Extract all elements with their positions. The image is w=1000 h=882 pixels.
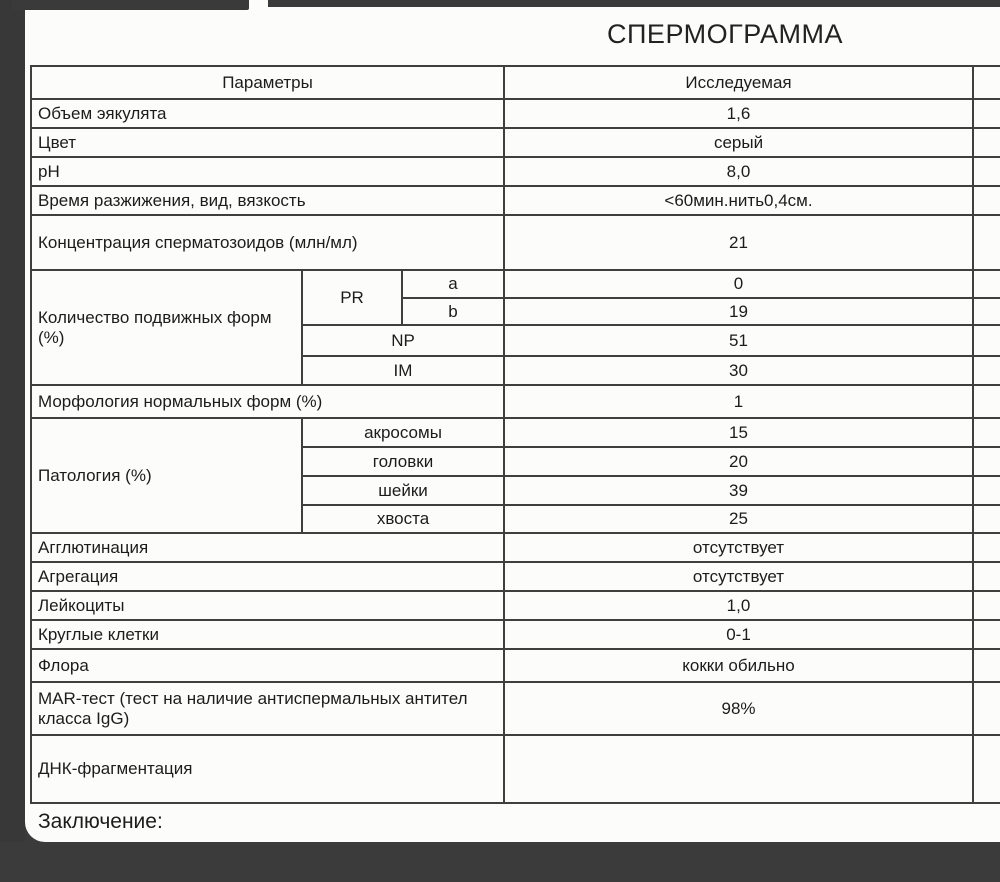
conclusion-label: Заключение:: [38, 810, 163, 833]
row-label-aggregation: Агрегация: [31, 562, 504, 591]
table-row: [31, 186, 1000, 215]
row-value-dna-fragmentation: [504, 735, 973, 803]
left-app-background: [0, 0, 25, 882]
row-label-color: Цвет: [31, 128, 504, 157]
pathology-head-label: головки: [302, 447, 504, 476]
top-redaction-bar-left: [12, 0, 249, 10]
motility-group-label: Количество подвижных форм (%): [31, 270, 302, 385]
row-value-round-cells: 0-1: [504, 620, 973, 649]
row-value-agglutination: отсутствует: [504, 533, 973, 562]
table-row: [31, 418, 1000, 447]
row-value-color: серый: [504, 128, 973, 157]
table-row: [31, 533, 1000, 562]
pathology-group-label: Патология (%): [31, 418, 302, 533]
top-redaction-bar-right: [268, 0, 1000, 7]
table-row: [31, 682, 1000, 735]
motility-np-value: 51: [504, 325, 973, 356]
motility-im-value: 30: [504, 356, 973, 385]
row-label-volume: Объем эякулята: [31, 99, 504, 128]
table-row: [31, 562, 1000, 591]
page-title: СПЕРМОГРАММА: [607, 19, 843, 49]
motility-b-label: b: [402, 298, 504, 325]
row-value-liquefaction: <60мин.нить0,4см.: [504, 186, 973, 215]
document-page: [25, 0, 1000, 842]
row-label-agglutination: Агглютинация: [31, 533, 504, 562]
table-header-row: [31, 66, 1000, 99]
row-value-morphology: 1: [504, 385, 973, 418]
row-label-mar-test: MAR-тест (тест на наличие антиспермальных антител класса IgG): [31, 682, 504, 735]
table-row: [31, 99, 1000, 128]
pathology-acrosome-label: акросомы: [302, 418, 504, 447]
table-row: [31, 649, 1000, 682]
row-value-aggregation: отсутствует: [504, 562, 973, 591]
pathology-neck-label: шейки: [302, 476, 504, 505]
table-row: [31, 735, 1000, 803]
table-row: [31, 385, 1000, 418]
motility-im-label: IM: [302, 356, 504, 385]
pathology-tail-label: хвоста: [302, 505, 504, 533]
pathology-neck-value: 39: [504, 476, 973, 505]
pathology-head-value: 20: [504, 447, 973, 476]
table-row: [31, 620, 1000, 649]
row-label-dna-fragmentation: ДНК-фрагментация: [31, 735, 504, 803]
report-table: [30, 65, 1000, 804]
row-value-flora: кокки обильно: [504, 649, 973, 682]
header-extra: [973, 66, 1000, 99]
row-label-round-cells: Круглые клетки: [31, 620, 504, 649]
table-row: [31, 157, 1000, 186]
header-studied: Исследуемая: [504, 66, 973, 99]
table-row: [31, 591, 1000, 620]
row-value-concentration: 21: [504, 215, 973, 270]
motility-b-value: 19: [504, 298, 973, 325]
motility-np-label: NP: [302, 325, 504, 356]
row-label-leukocytes: Лейкоциты: [31, 591, 504, 620]
row-value-volume: 1,6: [504, 99, 973, 128]
motility-a-label: a: [402, 270, 504, 298]
table-row: [31, 215, 1000, 270]
motility-a-value: 0: [504, 270, 973, 298]
row-label-ph: pH: [31, 157, 504, 186]
table-row: [31, 270, 1000, 298]
row-value-leukocytes: 1,0: [504, 591, 973, 620]
bottom-app-background: [0, 842, 1000, 882]
table-row: [31, 128, 1000, 157]
pathology-tail-value: 25: [504, 505, 973, 533]
row-value-ph: 8,0: [504, 157, 973, 186]
motility-pr-label: PR: [302, 270, 402, 325]
pathology-acrosome-value: 15: [504, 418, 973, 447]
row-label-concentration: Концентрация сперматозоидов (млн/мл): [31, 215, 504, 270]
row-label-flora: Флора: [31, 649, 504, 682]
row-label-morphology: Морфология нормальных форм (%): [31, 385, 504, 418]
header-parameters: Параметры: [31, 66, 504, 99]
row-label-liquefaction: Время разжижения, вид, вязкость: [31, 186, 504, 215]
row-value-mar-test: 98%: [504, 682, 973, 735]
